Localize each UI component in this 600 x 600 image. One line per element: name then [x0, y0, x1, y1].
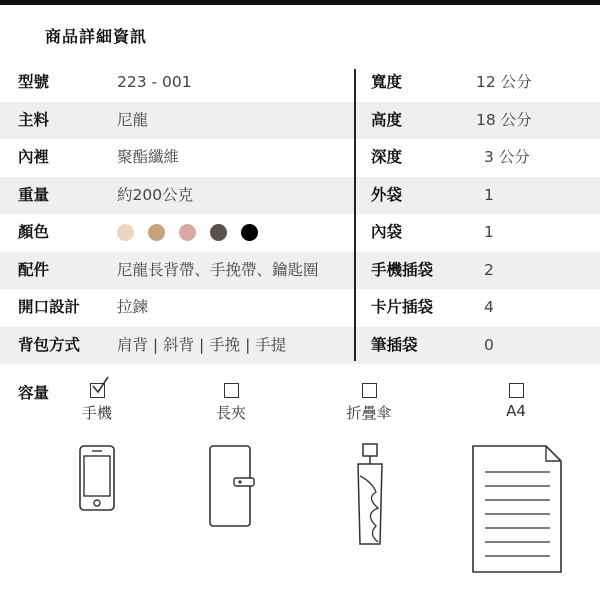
spec-row: [0, 289, 600, 327]
spec-row: [0, 102, 600, 140]
capacity-item-phone: [37, 380, 157, 423]
spec-row: [0, 177, 600, 215]
spec-row: [0, 327, 600, 365]
capacity-label: 容量: [18, 384, 50, 402]
spec-value: 尼龍: [117, 110, 149, 129]
spec-value: 約200公克: [117, 185, 194, 204]
capacity-checkbox[interactable]: [509, 383, 524, 398]
capacity-item-a4: [456, 380, 576, 420]
capacity-item-label: A4: [506, 402, 526, 420]
page-title: 商品詳細資訊: [45, 27, 148, 46]
spec-table: [0, 64, 600, 364]
capacity-item-label: 長夾: [215, 404, 246, 422]
spec-value: 1: [484, 185, 494, 204]
column-divider: [354, 69, 356, 361]
color-swatch[interactable]: [241, 224, 258, 241]
spec-label: 配件: [18, 260, 50, 279]
umbrella-icon: [350, 442, 390, 550]
capacity-item-umbrella: [309, 380, 429, 423]
spec-label: 內袋: [371, 223, 403, 241]
spec-label: 卡片插袋: [371, 298, 434, 316]
spec-label: 重量: [18, 185, 50, 204]
color-swatch[interactable]: [148, 224, 165, 241]
spec-value: 3 公分: [484, 148, 530, 166]
color-swatch[interactable]: [179, 224, 196, 241]
spec-value: 18 公分: [476, 110, 532, 129]
spec-row: [0, 139, 600, 177]
spec-value: 肩背 | 斜背 | 手挽 | 手提: [117, 335, 287, 354]
spec-value: 2: [484, 260, 494, 279]
spec-value: 12 公分: [476, 73, 532, 91]
a4-document-icon: [470, 444, 564, 574]
spec-label: 顏色: [18, 223, 50, 241]
spec-value: 尼龍長背帶、手挽帶、鑰匙圈: [117, 260, 319, 279]
spec-label: 手機插袋: [371, 260, 434, 279]
spec-label: 深度: [371, 148, 403, 166]
spec-label: 主料: [18, 110, 50, 129]
color-swatches: [117, 224, 272, 242]
spec-value: 0: [484, 335, 494, 354]
spec-label: 筆插袋: [371, 335, 418, 354]
checkmark-icon: [90, 375, 112, 397]
capacity-checkbox[interactable]: [224, 383, 239, 398]
capacity-checkbox[interactable]: [362, 383, 377, 398]
top-border-bar: [0, 0, 600, 5]
spec-value: 聚酯纖維: [117, 148, 180, 166]
spec-label: 開口設計: [18, 298, 81, 316]
spec-row: [0, 214, 600, 252]
capacity-checkbox[interactable]: [90, 383, 105, 398]
spec-label: 寬度: [371, 73, 403, 91]
spec-row: [0, 252, 600, 290]
phone-icon: [78, 444, 118, 514]
color-swatch[interactable]: [210, 224, 227, 241]
spec-value: 4: [484, 298, 494, 316]
spec-label: 背包方式: [18, 335, 81, 354]
spec-label: 內裡: [18, 148, 50, 166]
spec-label: 型號: [18, 73, 50, 91]
spec-label: 高度: [371, 110, 403, 129]
capacity-item-wallet: [171, 380, 291, 423]
spec-label: 外袋: [371, 185, 403, 204]
spec-row: [0, 64, 600, 102]
spec-value: 1: [484, 223, 494, 241]
spec-value: 拉鍊: [117, 298, 149, 316]
color-swatch[interactable]: [117, 224, 134, 241]
wallet-icon: [206, 444, 258, 530]
capacity-item-label: 手機: [81, 404, 112, 422]
capacity-item-label: 折疊傘: [346, 404, 392, 422]
spec-value: 223 - 001: [117, 73, 192, 91]
